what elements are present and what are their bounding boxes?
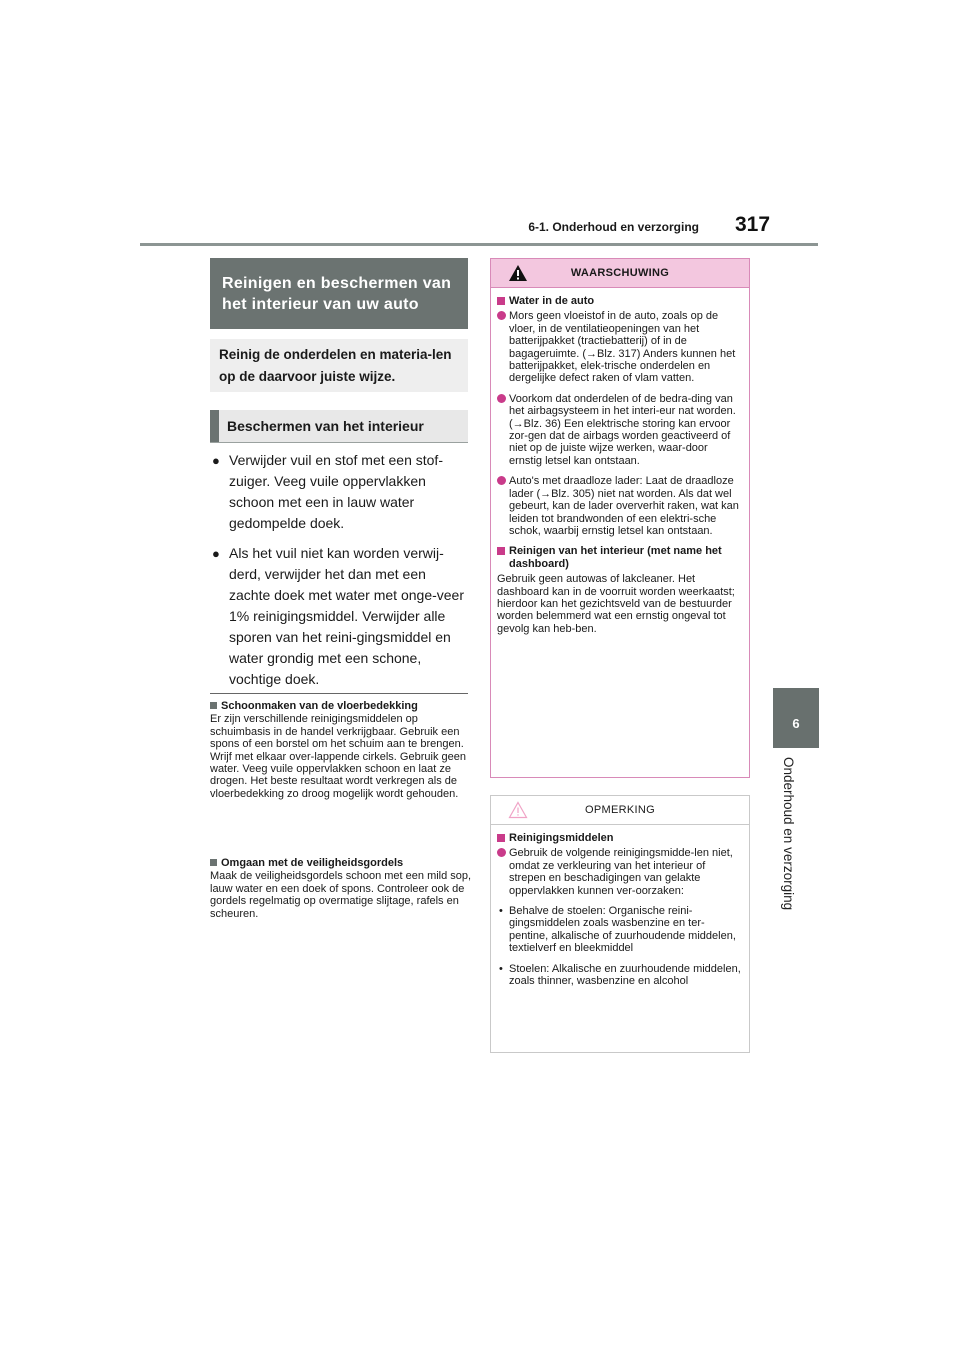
circle-bullet-icon	[497, 311, 506, 320]
list-item	[497, 963, 743, 988]
bullet-icon: ●	[212, 453, 220, 468]
square-icon	[497, 297, 505, 305]
warning-paragraph: Gebruik geen autowas of lakcleaner. Het dashboard kan in de voorruit worden weerkaatst; hierdoor kan het gezichtsveld van de bestuurder worden belemmerd wat een ernstig ongeval tot gevolg kan heb-ben.	[497, 573, 735, 635]
section-heading-text: Schoonmaken van de vloerbedekking	[221, 700, 418, 712]
chapter-title: Onderhoud en verzorging	[781, 757, 796, 911]
section-text: Er zijn verschillende reinigingsmiddelen op schuimbasis in de handel verkrijgbaar. Gebruik een spons of een borstel om het schuim aan te brengen. Wrijf met elkaar over-lappende cirkels. Gebruik geen water. Veeg vuile oppervlakken schoon en laat ze drogen. Het beste resultaat wordt verkregen als de vloerbedekking zo droog mogelijk wordt gehouden.	[210, 713, 466, 800]
bullet-text: Verwijder vuil en stof met een stof-zuiger. Veeg vuile oppervlakken schoon met een in lauw water gedompelde doek.	[229, 452, 443, 531]
list-item	[497, 393, 743, 467]
circle-bullet-icon	[497, 394, 506, 403]
item-text: Behalve de stoelen: Organische reini-gingsmiddelen zoals wasbenzine en ter-pentine, alkalische of zuurhoudende middelen, textielverf en bleekmiddel	[509, 905, 736, 955]
square-icon	[210, 859, 217, 866]
warning-header	[491, 259, 749, 288]
warning-triangle-icon	[508, 264, 528, 282]
seatbelt-section	[210, 857, 472, 920]
list-item	[212, 450, 470, 534]
chapter-tab	[773, 688, 819, 748]
caution-triangle-icon	[508, 801, 528, 819]
note-box	[490, 795, 750, 1053]
square-icon	[210, 702, 217, 709]
list-item	[497, 905, 743, 955]
square-icon	[497, 547, 505, 555]
warning-title: WAARSCHUWING	[570, 267, 670, 279]
section-heading-text: Omgaan met de veiligheidsgordels	[221, 857, 404, 869]
section-title: 6-1. Onderhoud en verzorging	[528, 220, 699, 234]
dot-bullet-icon: •	[499, 905, 503, 918]
item-text: Stoelen: Alkalische en zuurhoudende middelen, zoals thinner, wasbenzine en alcohol	[509, 962, 741, 988]
warning-box	[490, 258, 750, 778]
chapter-number: 6	[792, 716, 800, 731]
list-item	[212, 543, 470, 690]
note-subheading-text: Reinigingsmiddelen	[509, 832, 614, 844]
note-title: OPMERKING	[585, 804, 655, 816]
subheading-bar	[210, 410, 219, 442]
note-body	[491, 825, 749, 987]
item-text: Voorkom dat onderdelen of de bedra-ding van het airbagsysteem in het interi-eur nat worden. (→Blz. 36) Een elektrische storing kan ervoor zor-gen dat de airbags worden geactiveerd of niet op de juiste wijze werken, waar-door ernstig letsel kan ontstaan.	[509, 392, 736, 467]
intro-text: Reinig de onderdelen en materia-len op de daarvoor juiste wijze.	[219, 347, 452, 384]
intro-box	[210, 339, 468, 392]
section-heading	[210, 700, 472, 712]
section-text: Maak de veiligheidsgordels schoon met een mild sop, lauw water en een doek of spons. Controleer ook de gordels regelmatig op overmatige slijtage, rafels en scheuren.	[210, 870, 472, 920]
square-icon	[497, 834, 505, 842]
header-rule	[140, 243, 818, 246]
floor-cleaning-section	[210, 700, 472, 800]
bullet-icon: ●	[212, 546, 220, 561]
warning-subheading-text: Reinigen van het interieur (met name het dashboard)	[509, 545, 722, 570]
section-divider	[210, 693, 468, 694]
item-text: Gebruik de volgende reinigingsmidde-len niet, omdat ze verkleuring van het interieur of strepen en beschadigingen van gelakte oppervlakken kunnen ver-oorzaken:	[509, 847, 733, 897]
subheading-text: Beschermen van het interieur	[227, 418, 424, 434]
list-item	[497, 310, 743, 384]
item-text: Mors geen vloeistof in de auto, zoals op de vloer, in de ventilatieopeningen van het batterijpakket (tractiebatterij) of in de bagageruimte. (→Blz. 317) Anders kunnen het batterijpakket, elek-trische onderdelen en dergelijke defect raken of vlam vatten.	[509, 310, 736, 385]
warning-subheading	[497, 545, 743, 570]
section-heading	[210, 857, 472, 869]
bullet-list	[212, 450, 470, 699]
item-text: Auto's met draadloze lader: Laat de draadloze lader (→Blz. 305) niet nat worden. Als dat wel gebeurt, kan de lader oververhit raken, wat kan leiden tot brandwonden of een elektri-sche schok, waarbij ernstig letsel kan ontstaan.	[509, 475, 739, 537]
main-heading	[210, 258, 468, 329]
main-heading-text: Reinigen en beschermen van het interieur van uw auto	[222, 274, 452, 313]
note-header	[491, 796, 749, 825]
subheading-box	[210, 410, 468, 443]
circle-bullet-icon	[497, 476, 506, 485]
bullet-text: Als het vuil niet kan worden verwij-derd, verwijder het dan met een zachte doek met water met onge-veer 1% reinigingsmiddel. Verwijder alle sporen van het reini-gingsmiddel en water grondig met een schone, vochtige doek.	[229, 545, 465, 687]
circle-bullet-icon	[497, 848, 506, 857]
list-item	[497, 847, 743, 897]
warning-body	[491, 288, 749, 635]
page-number: 317	[735, 213, 771, 236]
warning-subheading	[497, 295, 743, 307]
dot-bullet-icon: •	[499, 962, 503, 975]
note-subheading	[497, 832, 743, 844]
list-item	[497, 475, 743, 537]
warning-subheading-text: Water in de auto	[509, 295, 595, 307]
